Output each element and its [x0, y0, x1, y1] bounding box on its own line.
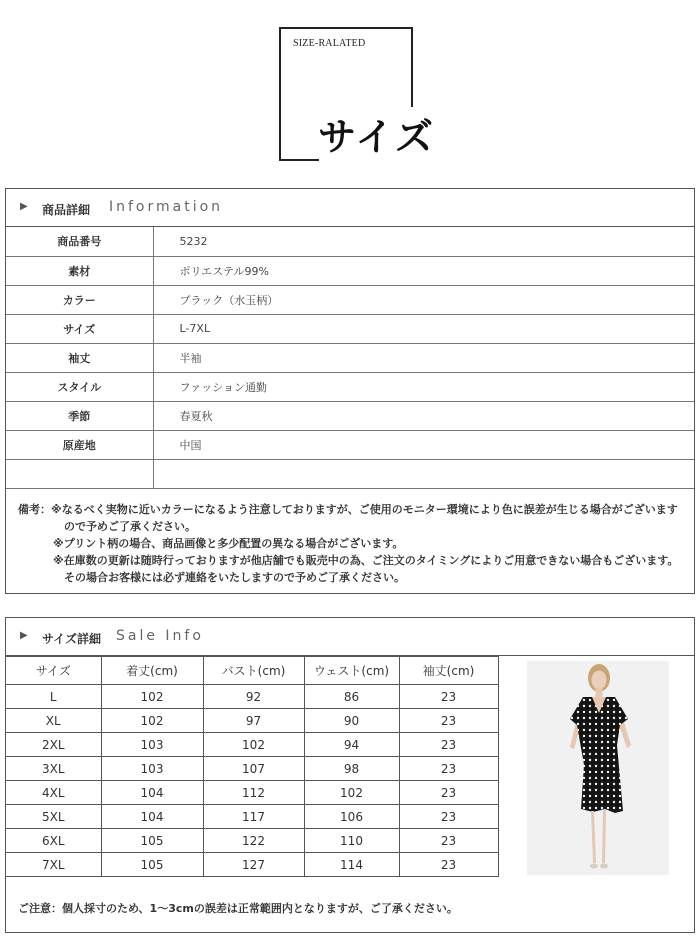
table-cell: 4XL: [6, 781, 101, 805]
table-cell: 105: [101, 829, 203, 853]
row-value: 春夏秋: [153, 401, 694, 430]
size-caution-note: ご注意：個人採寸のため、1～3cmの誤差は正常範囲内となりますが、ご了承ください。: [18, 902, 458, 915]
note-line: ので予めご了承ください。: [64, 520, 196, 533]
table-cell: 7XL: [6, 853, 101, 877]
table-cell: 97: [203, 709, 304, 733]
table-row: [6, 343, 694, 372]
row-label: 素材: [6, 256, 153, 285]
row-value: ブラック（水玉柄）: [153, 285, 694, 314]
triangle-right-icon: ▶: [20, 630, 28, 641]
table-cell: 102: [101, 685, 203, 709]
table-cell: 117: [203, 805, 304, 829]
row-value: [153, 459, 694, 488]
table-cell: 114: [304, 853, 399, 877]
table-row: [6, 829, 498, 853]
column-header: バスト(cm): [203, 657, 304, 685]
row-label: スタイル: [6, 372, 153, 401]
table-row: [6, 781, 498, 805]
triangle-right-icon: ▶: [20, 201, 28, 212]
size-table: [6, 656, 499, 877]
table-row: [6, 685, 498, 709]
row-label: 商品番号: [6, 227, 153, 256]
table-cell: L: [6, 685, 101, 709]
table-cell: 104: [101, 805, 203, 829]
row-label: サイズ: [6, 314, 153, 343]
size-table-header: [6, 657, 498, 685]
note-line: 備考：※なるべく実物に近いカラーになるよう注意しておりますが、ご使用のモニター環境により色に誤差が生じる場合がございます: [18, 503, 678, 516]
header-subtitle: SIZE-RALATED: [293, 38, 366, 49]
table-row: [6, 401, 694, 430]
table-cell: 90: [304, 709, 399, 733]
table-cell: 110: [304, 829, 399, 853]
row-label: 原産地: [6, 430, 153, 459]
table-row: [6, 227, 694, 256]
table-cell: 127: [203, 853, 304, 877]
table-cell: XL: [6, 709, 101, 733]
table-cell: 102: [101, 709, 203, 733]
table-cell: 23: [399, 781, 498, 805]
table-cell: 23: [399, 733, 498, 757]
table-cell: 5XL: [6, 805, 101, 829]
table-row: [6, 372, 694, 401]
row-label: 袖丈: [6, 343, 153, 372]
row-label: 季節: [6, 401, 153, 430]
table-cell: 105: [101, 853, 203, 877]
table-cell: 23: [399, 685, 498, 709]
product-photo: [527, 661, 669, 875]
table-cell: 23: [399, 805, 498, 829]
table-cell: 102: [304, 781, 399, 805]
size-header: [6, 618, 694, 656]
table-cell: 107: [203, 757, 304, 781]
row-value: 中国: [153, 430, 694, 459]
table-cell: 23: [399, 853, 498, 877]
table-cell: 23: [399, 709, 498, 733]
column-header: ウェスト(cm): [304, 657, 399, 685]
table-cell: 94: [304, 733, 399, 757]
information-heading-en: Information: [109, 199, 224, 215]
column-header: 袖丈(cm): [399, 657, 498, 685]
table-row: [6, 733, 498, 757]
row-value: ポリエステル99%: [153, 256, 694, 285]
table-cell: 112: [203, 781, 304, 805]
note-line: その場合お客様には必ず連絡をいたしますので予めご了承ください。: [64, 571, 405, 584]
row-value: 半袖: [153, 343, 694, 372]
table-cell: 23: [399, 757, 498, 781]
size-heading-en: Sale Info: [116, 628, 204, 644]
size-heading-jp: サイズ詳細: [42, 632, 102, 646]
information-table: [6, 227, 694, 489]
table-cell: 92: [203, 685, 304, 709]
row-label: [6, 459, 153, 488]
table-cell: 122: [203, 829, 304, 853]
table-row: [6, 805, 498, 829]
table-row: [6, 256, 694, 285]
table-row: [6, 853, 498, 877]
table-cell: 2XL: [6, 733, 101, 757]
information-heading-jp: 商品詳細: [42, 203, 91, 217]
table-cell: 103: [101, 733, 203, 757]
table-cell: 103: [101, 757, 203, 781]
information-header: [6, 189, 694, 227]
table-cell: 6XL: [6, 829, 101, 853]
note-line: ※プリント柄の場合、商品画像と多少配置の異なる場合がございます。: [53, 537, 404, 550]
column-header: 着丈(cm): [101, 657, 203, 685]
table-row: [6, 757, 498, 781]
row-label: カラー: [6, 285, 153, 314]
table-cell: 106: [304, 805, 399, 829]
information-section: [5, 188, 695, 594]
table-row: [6, 459, 694, 488]
table-row: [6, 709, 498, 733]
note-line: ※在庫数の更新は随時行っておりますが他店舗でも販売中の為、ご注文のタイミングによりご用意できない場合もございます。: [53, 554, 679, 567]
row-value: ファッション通勤: [153, 372, 694, 401]
page-title: サイズ: [318, 114, 435, 159]
table-row: [6, 285, 694, 314]
size-section: [5, 617, 695, 933]
table-cell: 98: [304, 757, 399, 781]
row-value: L-7XL: [153, 314, 694, 343]
table-cell: 102: [203, 733, 304, 757]
column-header: サイズ: [6, 657, 101, 685]
table-cell: 86: [304, 685, 399, 709]
table-cell: 23: [399, 829, 498, 853]
table-row: [6, 314, 694, 343]
table-cell: 104: [101, 781, 203, 805]
table-row: [6, 430, 694, 459]
row-value: 5232: [153, 227, 694, 256]
table-cell: 3XL: [6, 757, 101, 781]
